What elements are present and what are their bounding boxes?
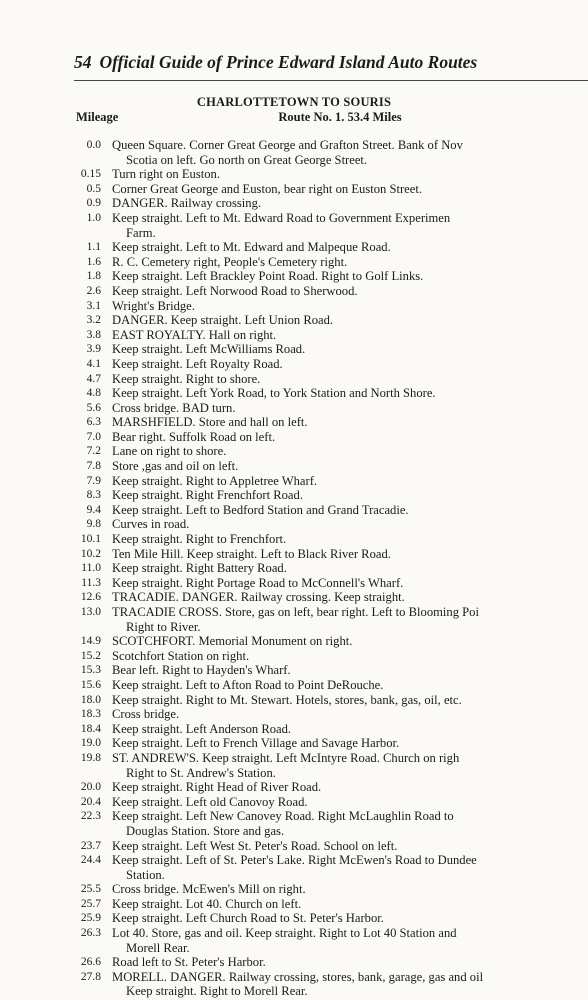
entry-description: [112, 722, 588, 737]
route-entry: [0, 167, 588, 182]
entry-continuation-line: Right to St. Andrew's Station.: [126, 765, 276, 780]
entry-line: Keep straight. Right Frenchfort Road.: [112, 488, 303, 503]
entry-line: EAST ROYALTY. Hall on right.: [112, 327, 277, 342]
entry-mileage: 15.6: [80, 678, 101, 691]
entry-mileage: 18.4: [80, 722, 101, 735]
entry-mileage: 7.8: [86, 460, 101, 473]
route-entry: [0, 795, 588, 810]
entry-line: Keep straight. Right to Mt. Stewart. Hotels, stores, bank, gas, oil, etc.: [112, 692, 462, 707]
route-entry: [0, 897, 588, 912]
route-entry: [0, 474, 588, 489]
entry-mileage: 25.5: [80, 883, 101, 896]
entry-description: [112, 357, 588, 372]
entry-line: Keep straight. Left of St. Peter's Lake. Right McEwen's Road to Dundee: [112, 853, 477, 868]
entry-line: SCOTCHFORT. Memorial Monument on right.: [112, 634, 353, 649]
route-entry: [0, 722, 588, 737]
route-entry: [0, 576, 588, 591]
route-entry: [0, 955, 588, 970]
entry-continuation-line: Farm.: [126, 225, 156, 240]
route-entry: [0, 693, 588, 708]
route-entry: [0, 313, 588, 328]
entry-mileage: 26.6: [80, 956, 101, 969]
route-entry: [0, 678, 588, 693]
entry-description: [112, 240, 588, 255]
entry-description: [112, 590, 588, 605]
entry-description: [112, 693, 588, 708]
route-entry: [0, 255, 588, 270]
entry-mileage: 11.0: [81, 562, 101, 575]
route-entry: [0, 488, 588, 503]
route-entry: [0, 211, 588, 240]
route-entry: [0, 926, 588, 955]
header-rule: [74, 80, 588, 81]
entry-description: [112, 488, 588, 503]
entry-mileage: 1.1: [86, 241, 101, 254]
entry-mileage: 1.8: [86, 270, 101, 283]
entry-line: Keep straight. Left McWilliams Road.: [112, 342, 306, 357]
entry-line: ST. ANDREW'S. Keep straight. Left McIntyre Road. Church on righ: [112, 750, 460, 765]
entry-mileage: 26.3: [80, 927, 101, 940]
entry-line: DANGER. Keep straight. Left Union Road.: [112, 313, 334, 328]
entry-mileage: 15.2: [80, 649, 101, 662]
entry-description: [112, 707, 588, 722]
entry-mileage: 7.0: [86, 430, 101, 443]
page-header: [74, 52, 588, 73]
entry-mileage: 8.3: [86, 489, 101, 502]
route-entry: [0, 911, 588, 926]
entry-mileage: 9.4: [86, 503, 101, 516]
entry-mileage: 19.0: [80, 737, 101, 750]
running-title: Official Guide of Prince Edward Island Auto Routes: [99, 52, 478, 72]
entry-line: Cross bridge. McEwen's Mill on right.: [112, 882, 306, 897]
entry-mileage: 10.2: [80, 547, 101, 560]
entry-line: Curves in road.: [112, 517, 190, 532]
entry-line: Keep straight. Right to shore.: [112, 371, 261, 386]
route-entry: [0, 401, 588, 416]
route-entries: [0, 138, 588, 999]
entry-description: [112, 926, 588, 955]
entry-mileage: 10.1: [80, 533, 101, 546]
entry-mileage: 0.5: [86, 182, 101, 195]
entry-line: Corner Great George and Euston, bear right on Euston Street.: [112, 181, 422, 196]
route-entry: [0, 503, 588, 518]
page-number: 54: [74, 52, 92, 72]
entry-description: [112, 182, 588, 197]
entry-description: [112, 897, 588, 912]
route-entry: [0, 517, 588, 532]
route-entry: [0, 590, 588, 605]
entry-mileage: 3.8: [86, 328, 101, 341]
entry-line: Queen Square. Corner Great George and Grafton Street. Bank of Nov: [112, 138, 463, 152]
route-entry: [0, 444, 588, 459]
entry-description: [112, 415, 588, 430]
entry-line: DANGER. Railway crossing.: [112, 196, 262, 211]
entry-mileage: 0.0: [86, 139, 101, 151]
entry-description: [112, 911, 588, 926]
route-entry: [0, 649, 588, 664]
entry-line: Keep straight. Left to Bedford Station and Grand Tracadie.: [112, 502, 409, 517]
entry-mileage: 25.9: [80, 912, 101, 925]
entry-description: [112, 386, 588, 401]
entry-line: Keep straight. Left to Afton Road to Point DeRouche.: [112, 677, 384, 692]
route-entry: [0, 284, 588, 299]
entry-line: Turn right on Euston.: [112, 167, 220, 182]
entry-line: Cross bridge.: [112, 707, 180, 722]
entry-line: Lane on right to shore.: [112, 444, 227, 459]
entry-description: [112, 839, 588, 854]
entry-description: [112, 196, 588, 211]
entry-line: Lot 40. Store, gas and oil. Keep straight. Right to Lot 40 Station and: [112, 926, 457, 941]
entry-mileage: 18.3: [80, 708, 101, 721]
route-entry: [0, 751, 588, 780]
entry-description: [112, 255, 588, 270]
entry-description: [112, 342, 588, 357]
entry-line: Bear right. Suffolk Road on left.: [112, 429, 276, 444]
entry-description: [112, 299, 588, 314]
entry-description: [112, 269, 588, 284]
entry-description: [112, 780, 588, 795]
entry-line: Keep straight. Left old Canovoy Road.: [112, 794, 308, 809]
entry-mileage: 24.4: [80, 854, 101, 867]
route-entry: [0, 634, 588, 649]
entry-continuation-line: Morell Rear.: [126, 940, 190, 955]
entry-mileage: 4.8: [86, 387, 101, 400]
entry-description: [112, 444, 588, 459]
entry-description: [112, 372, 588, 387]
entry-mileage: 4.1: [86, 357, 101, 370]
entry-continuation-line: Scotia on left. Go north on Great George Street.: [126, 152, 368, 167]
entry-description: [112, 284, 588, 299]
route-entry: [0, 415, 588, 430]
route-entry: [0, 357, 588, 372]
entry-mileage: 9.8: [86, 518, 101, 531]
entry-description: [112, 955, 588, 970]
entry-continuation-line: Right to River.: [126, 619, 201, 634]
entry-line: Ten Mile Hill. Keep straight. Left to Black River Road.: [112, 546, 391, 561]
entry-mileage: 1.0: [86, 211, 101, 224]
entry-line: Keep straight. Right to Appletree Wharf.: [112, 473, 318, 488]
entry-line: Keep straight. Left to French Village and Savage Harbor.: [112, 736, 400, 751]
route-entry: [0, 386, 588, 401]
entry-description: [112, 809, 588, 838]
route-entry: [0, 663, 588, 678]
entry-line: R. C. Cemetery right, People's Cemetery right.: [112, 254, 348, 269]
route-entry: [0, 707, 588, 722]
entry-mileage: 6.3: [86, 416, 101, 429]
entry-line: Keep straight. Left Brackley Point Road. Right to Golf Links.: [112, 269, 424, 284]
entry-mileage: 20.0: [80, 781, 101, 794]
entry-mileage: 5.6: [86, 401, 101, 414]
entry-continuation-line: Station.: [126, 867, 165, 882]
entry-description: [112, 211, 588, 240]
entry-description: [112, 517, 588, 532]
entry-continuation-line: Keep straight. Right to Morell Rear.: [126, 984, 308, 999]
entry-line: Bear left. Right to Hayden's Wharf.: [112, 663, 291, 678]
route-entry: [0, 342, 588, 357]
entry-line: Keep straight. Right Portage Road to McConnell's Wharf.: [112, 575, 404, 590]
route-entry: [0, 532, 588, 547]
entry-continuation-line: Douglas Station. Store and gas.: [126, 823, 285, 838]
entry-line: Keep straight. Left York Road, to York Station and North Shore.: [112, 386, 436, 401]
entry-line: Keep straight. Left West St. Peter's Road. School on left.: [112, 838, 398, 853]
entry-line: Keep straight. Right Battery Road.: [112, 561, 287, 576]
entry-mileage: 25.7: [80, 897, 101, 910]
entry-line: Store ,gas and oil on left.: [112, 459, 239, 474]
route-entry: [0, 853, 588, 882]
entry-mileage: 19.8: [80, 751, 101, 764]
entry-description: [112, 882, 588, 897]
entry-mileage: 0.15: [80, 168, 101, 181]
entry-mileage: 23.7: [80, 839, 101, 852]
entry-mileage: 15.3: [80, 664, 101, 677]
entry-line: MARSHFIELD. Store and hall on left.: [112, 415, 308, 430]
entry-description: [112, 853, 588, 882]
entry-mileage: 11.3: [81, 576, 101, 589]
route-entry: [0, 269, 588, 284]
entry-description: [112, 167, 588, 182]
entry-description: [112, 795, 588, 810]
route-entry: [0, 196, 588, 211]
entry-mileage: 4.7: [86, 372, 101, 385]
entry-line: Keep straight. Left Norwood Road to Sherwood.: [112, 283, 358, 298]
route-entry: [0, 240, 588, 255]
entry-description: [112, 532, 588, 547]
route-entry: [0, 138, 588, 167]
entry-line: Keep straight. Left to Mt. Edward and Malpeque Road.: [112, 240, 391, 255]
entry-description: [112, 547, 588, 562]
entry-mileage: 22.3: [80, 810, 101, 823]
route-entry: [0, 459, 588, 474]
entry-mileage: 27.8: [80, 970, 101, 983]
entry-mileage: 3.1: [86, 299, 101, 312]
entry-line: Cross bridge. BAD turn.: [112, 400, 236, 415]
route-entry: [0, 182, 588, 197]
route-title: CHARLOTTETOWN TO SOURIS: [196, 95, 392, 109]
entry-mileage: 20.4: [80, 795, 101, 808]
entry-line: Keep straight. Left Royalty Road.: [112, 356, 283, 371]
entry-mileage: 3.2: [86, 314, 101, 327]
entry-description: [112, 430, 588, 445]
entry-mileage: 14.9: [80, 635, 101, 648]
entry-mileage: 12.6: [80, 591, 101, 604]
entry-mileage: 3.9: [86, 343, 101, 356]
entry-description: [112, 634, 588, 649]
entry-line: Keep straight. Left Anderson Road.: [112, 721, 292, 736]
route-entry: [0, 299, 588, 314]
entry-description: [112, 313, 588, 328]
entry-mileage: 7.2: [86, 445, 101, 458]
entry-line: Keep straight. Lot 40. Church on left.: [112, 896, 302, 911]
entry-description: [112, 561, 588, 576]
route-entry: [0, 372, 588, 387]
route-entry: [0, 547, 588, 562]
entry-line: Road left to St. Peter's Harbor.: [112, 955, 266, 970]
route-entry: [0, 328, 588, 343]
entry-line: TRACADIE CROSS. Store, gas on left, bear right. Left to Blooming Poi: [112, 605, 479, 619]
entry-mileage: 13.0: [80, 606, 101, 618]
entry-line: Keep straight. Left to Mt. Edward Road to Government Experimen: [112, 210, 451, 225]
entry-mileage: 7.9: [86, 474, 101, 487]
entry-line: MORELL. DANGER. Railway crossing, stores, bank, garage, gas and oil: [112, 969, 484, 984]
entry-mileage: 0.9: [86, 197, 101, 210]
entry-mileage: 2.6: [86, 284, 101, 297]
route-entry: [0, 605, 588, 634]
route-entry: [0, 970, 588, 999]
mileage-column-header: Mileage: [76, 110, 119, 124]
entry-mileage: 18.0: [80, 693, 101, 706]
entry-description: [112, 138, 588, 167]
entry-description: [112, 678, 588, 693]
route-entry: [0, 736, 588, 751]
entry-line: TRACADIE. DANGER. Railway crossing. Keep straight.: [112, 590, 405, 605]
entry-description: [112, 503, 588, 518]
entry-description: [112, 401, 588, 416]
entry-line: Keep straight. Right Head of River Road.: [112, 780, 322, 795]
entry-line: Keep straight. Right to Frenchfort.: [112, 532, 287, 547]
entry-description: [112, 328, 588, 343]
entry-description: [112, 459, 588, 474]
entry-description: [112, 649, 588, 664]
route-entry: [0, 430, 588, 445]
entry-line: Keep straight. Left New Canovey Road. Right McLaughlin Road to: [112, 809, 454, 824]
entry-line: Wright's Bridge.: [112, 298, 195, 313]
entry-description: [112, 970, 588, 999]
entry-line: Scotchfort Station on right.: [112, 648, 250, 663]
route-entry: [0, 882, 588, 897]
entry-description: [112, 474, 588, 489]
entry-description: [112, 736, 588, 751]
entry-mileage: 1.6: [86, 255, 101, 268]
entry-line: Keep straight. Left Church Road to St. Peter's Harbor.: [112, 911, 384, 926]
entry-description: [112, 605, 588, 634]
route-entry: [0, 561, 588, 576]
route-subtitle: Route No. 1. 53.4 Miles: [278, 110, 402, 124]
route-entry: [0, 839, 588, 854]
entry-description: [112, 751, 588, 780]
route-entry: [0, 780, 588, 795]
entry-description: [112, 576, 588, 591]
entry-description: [112, 663, 588, 678]
route-entry: [0, 809, 588, 838]
